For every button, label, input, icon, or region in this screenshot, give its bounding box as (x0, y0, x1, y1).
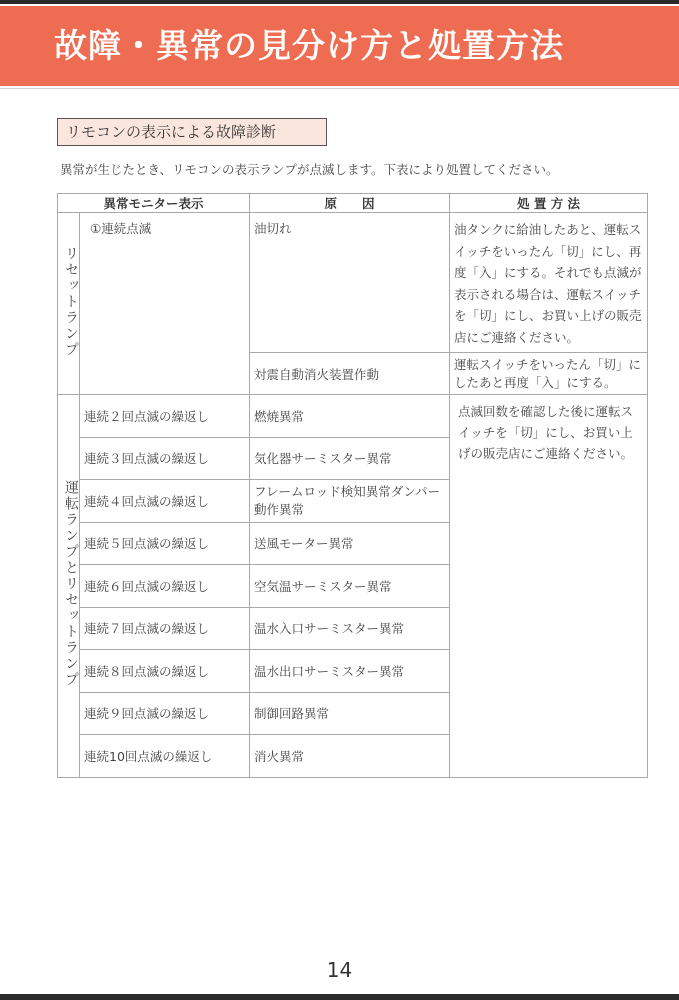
pattern-cell: 連続４回点滅の繰返し (80, 480, 250, 523)
pattern-continuous: ①連続点滅 (80, 213, 250, 395)
table-row (58, 213, 648, 353)
action-cell: 運転スイッチをいったん「切」にしたあと再度「入」にする。 (450, 353, 648, 395)
page-title: 故障・異常の見分け方と処置方法 (54, 26, 564, 65)
table-header-row (58, 194, 648, 213)
pattern-cell: 連続６回点滅の繰返し (80, 565, 250, 608)
section-title: リモコンの表示による故障診断 (57, 118, 327, 146)
cause-cell: 消火異常 (250, 735, 450, 778)
group-label-reset-text: リセットランプ (63, 246, 79, 358)
group-label-run-reset (58, 395, 80, 778)
cause-cell: フレームロッド検知異常ダンパー動作異常 (250, 480, 450, 523)
header-cause: 原 因 (250, 194, 450, 213)
table-row (58, 395, 648, 438)
cause-cell: 温水入口サーミスター異常 (250, 607, 450, 650)
pattern-cell: 連続２回点滅の繰返し (80, 395, 250, 438)
header-monitor: 異常モニター表示 (58, 194, 250, 213)
pattern-cell: 連続３回点滅の繰返し (80, 437, 250, 480)
cause-cell: 燃焼異常 (250, 395, 450, 438)
action-cell: 油タンクに給油したあと、運転スイッチをいったん「切」にし、再度「入」にする。それでも点滅が表示される場合は、運転スイッチを「切」にし、お買い上げの販売店にご連絡ください。 (450, 213, 648, 353)
header-action: 処 置 方 法 (450, 194, 648, 213)
divider (0, 88, 679, 89)
intro-text: 異常が生じたとき、リモコンの表示ランプが点滅します。下表により処置してください。 (60, 162, 559, 177)
cause-cell: 空気温サーミスター異常 (250, 565, 450, 608)
bottom-border (0, 994, 679, 1000)
cause-cell: 気化器サーミスター異常 (250, 437, 450, 480)
cause-cell: 制御回路異常 (250, 692, 450, 735)
pattern-cell: 連続７回点滅の繰返し (80, 607, 250, 650)
cause-cell: 送風モーター異常 (250, 522, 450, 565)
cause-cell: 対震自動消火装置作動 (250, 353, 450, 395)
pattern-cell: 連続８回点滅の繰返し (80, 650, 250, 693)
title-banner (0, 6, 679, 86)
top-border (0, 0, 679, 4)
pattern-cell: 連続５回点滅の繰返し (80, 522, 250, 565)
cause-cell: 温水出口サーミスター異常 (250, 650, 450, 693)
action-cell-shared: 点滅回数を確認した後に運転スイッチを「切」にし、お買い上げの販売店にご連絡ください。 (450, 395, 648, 778)
pattern-cell: 連続９回点滅の繰返し (80, 692, 250, 735)
page-number: 14 (326, 958, 353, 982)
pattern-cell: 連続10回点滅の繰返し (80, 735, 250, 778)
group-label-reset (58, 213, 80, 395)
diagnosis-table (57, 193, 647, 778)
group-label-run-reset-text: 運転ランプとリセットランプ (63, 480, 79, 689)
cause-cell: 油切れ (250, 213, 450, 353)
